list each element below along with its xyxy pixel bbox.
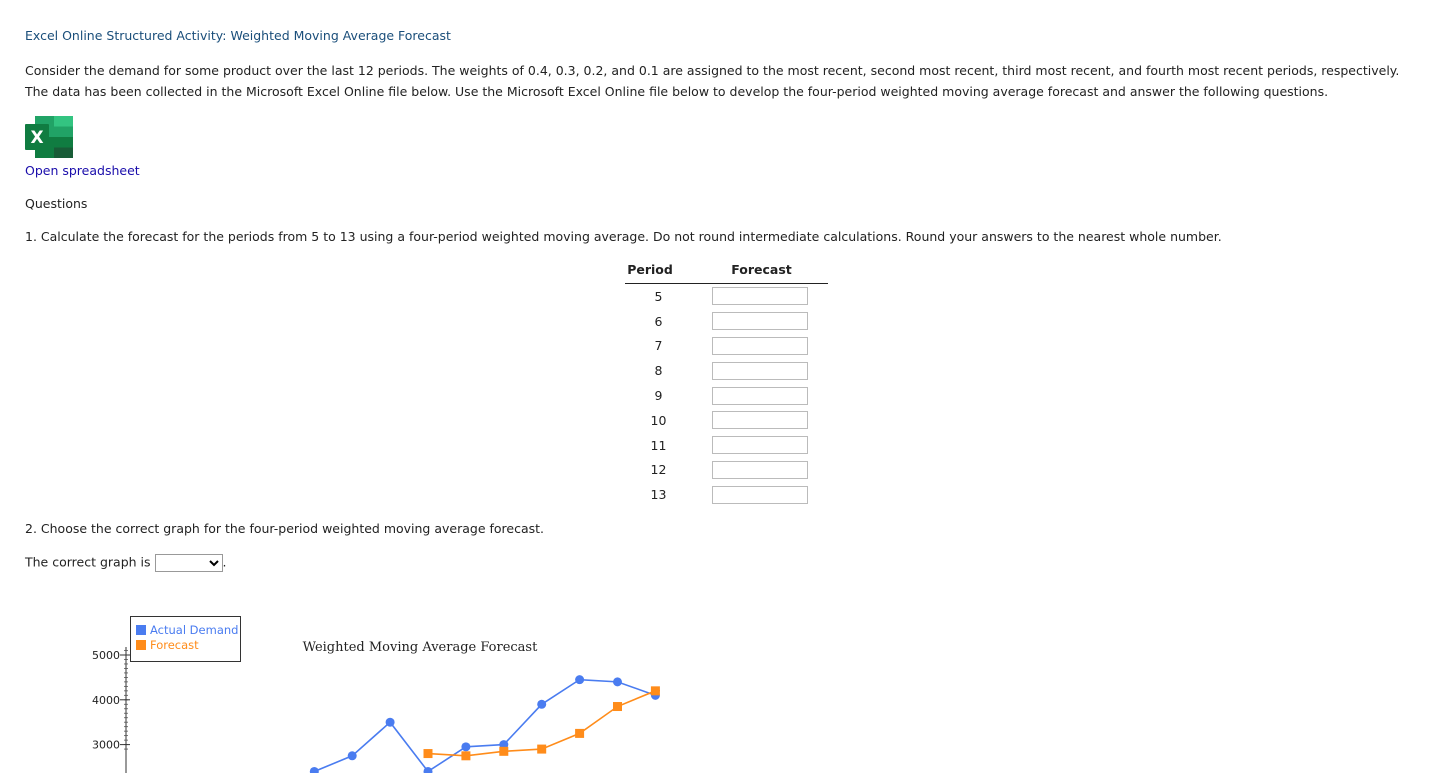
forecast-input-period-6[interactable] — [712, 312, 808, 330]
legend-label-actual: Actual Demand — [150, 623, 239, 637]
actual-demand-point — [461, 742, 470, 751]
forecast-input-period-9[interactable] — [712, 387, 808, 405]
forecast-row — [625, 458, 828, 483]
forecast-point — [651, 686, 660, 695]
period-cell: 10 — [650, 412, 667, 428]
period-column-header: Period — [627, 262, 673, 277]
forecast-row — [625, 433, 828, 458]
forecast-row — [625, 358, 828, 383]
forecast-row — [625, 284, 828, 309]
forecast-row — [625, 383, 828, 408]
forecast-point — [537, 745, 546, 754]
legend-swatch-actual — [136, 625, 146, 635]
questions-heading: Questions — [25, 196, 88, 211]
actual-demand-point — [575, 675, 584, 684]
y-tick-label: 5000 — [92, 649, 120, 662]
question-1-text: 1. Calculate the forecast for the periods from 5 to 13 using a four-period weighted moving average. Do not round intermediate calculations. Round your answers to the nearest whole number. — [25, 229, 1222, 244]
y-tick-label: 4000 — [92, 693, 120, 707]
actual-demand-point — [348, 751, 357, 760]
forecast-input-period-5[interactable] — [712, 287, 808, 305]
forecast-point — [499, 747, 508, 756]
graph-choice-prompt: The correct graph is — [25, 554, 151, 570]
period-cell: 6 — [654, 313, 663, 329]
actual-demand-point — [310, 767, 319, 773]
forecast-point — [461, 751, 470, 760]
question-2-text: 2. Choose the correct graph for the four-period weighted moving average forecast. — [25, 521, 545, 536]
forecast-point — [424, 749, 433, 758]
open-spreadsheet-link[interactable]: Open spreadsheet — [25, 163, 140, 178]
forecast-table-header — [625, 262, 828, 284]
period-cell: 9 — [654, 388, 663, 404]
actual-demand-point — [613, 677, 622, 686]
forecast-input-period-11[interactable] — [712, 436, 808, 454]
weighted-moving-average-chart — [80, 612, 660, 773]
forecast-row — [625, 334, 828, 359]
page-title: Excel Online Structured Activity: Weighted Moving Average Forecast — [25, 28, 451, 43]
period-cell: 13 — [650, 487, 667, 503]
excel-icon[interactable] — [25, 116, 73, 158]
forecast-row — [625, 408, 828, 433]
forecast-input-period-10[interactable] — [712, 411, 808, 429]
actual-demand-point — [537, 700, 546, 709]
y-tick-label: 3000 — [92, 738, 120, 752]
graph-choice-line — [25, 554, 226, 572]
period-cell: 11 — [650, 437, 667, 453]
forecast-row — [625, 309, 828, 334]
chart-title: Weighted Moving Average Forecast — [302, 640, 538, 655]
forecast-input-period-7[interactable] — [712, 337, 808, 355]
chart-container — [80, 612, 660, 776]
period-cell: 7 — [654, 338, 663, 354]
problem-description: Consider the demand for some product over the last 12 periods. The weights of 0.4, 0.3, 0.2, and 0.1 are assigned to the most recent, second most recent, third most recent, and fourth most recent periods, respectively. The data has been collected in the Microsoft Excel Online file below. Use the Microsoft Excel Online file below to develop the four-period weighted moving average forecast and answer the following questions. — [25, 63, 1400, 99]
forecast-row — [625, 482, 828, 507]
graph-choice-select[interactable] — [155, 554, 223, 572]
legend-swatch-forecast — [136, 640, 146, 650]
actual-demand-point — [386, 718, 395, 727]
period-cell: 12 — [650, 462, 667, 478]
forecast-input-period-8[interactable] — [712, 362, 808, 380]
forecast-column-header: Forecast — [731, 262, 792, 277]
forecast-input-period-12[interactable] — [712, 461, 808, 479]
svg-text:X: X — [30, 128, 44, 148]
forecast-point — [613, 702, 622, 711]
period-punctuation: . — [222, 554, 227, 570]
forecast-table — [625, 262, 828, 507]
forecast-point — [575, 729, 584, 738]
legend-label-forecast: Forecast — [150, 638, 199, 652]
period-cell: 5 — [654, 288, 663, 304]
period-cell: 8 — [654, 363, 663, 379]
forecast-input-period-13[interactable] — [712, 486, 808, 504]
